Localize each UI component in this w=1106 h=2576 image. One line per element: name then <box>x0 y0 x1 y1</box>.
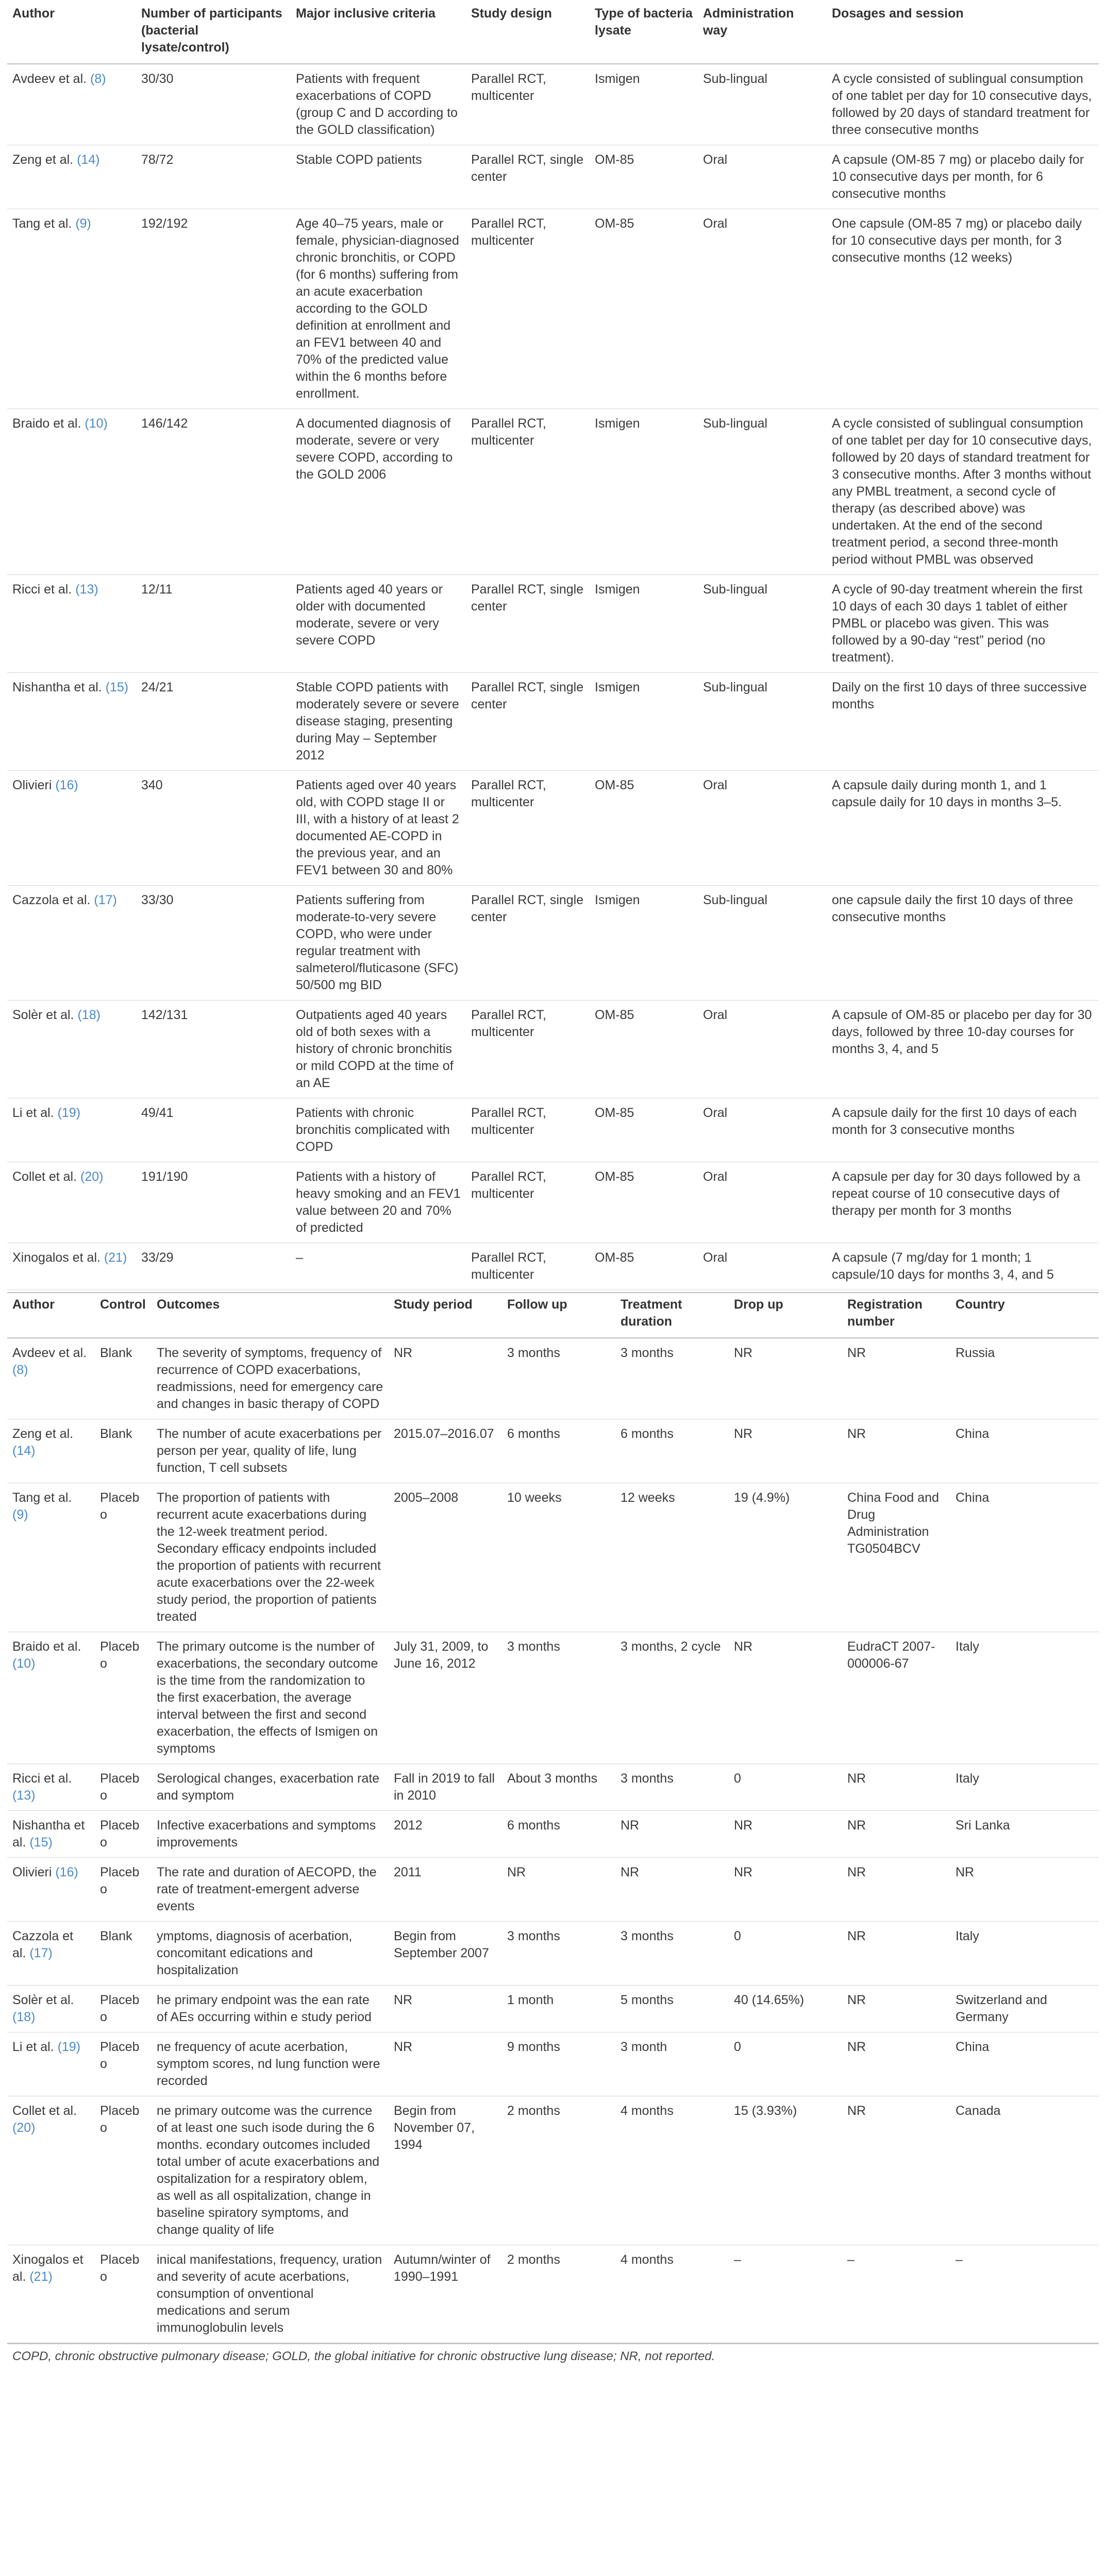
cell-participants: 191/190 <box>136 1162 291 1243</box>
author-name: Ricci et al. <box>12 1771 72 1786</box>
cell-outcomes: The severity of symptoms, frequency of recurrence of COPD exacerbations, readmissions, need for emergency care and changes in basic therapy of COPD <box>152 1338 389 1419</box>
cell-period: Begin from September 2007 <box>389 1922 502 1986</box>
cell-followup: 6 months <box>502 1811 615 1858</box>
cell-duration: 3 months <box>615 1338 729 1419</box>
cell-dropup: 40 (14.65%) <box>729 1986 842 2032</box>
author-name: Collet et al. <box>12 2104 77 2118</box>
cell-dropup: NR <box>729 1419 842 1483</box>
cell-control: Placebo <box>95 1632 152 1764</box>
cell-route: Sub-lingual <box>698 575 827 673</box>
cell-duration: 12 weeks <box>615 1483 729 1632</box>
cell-author <box>7 1162 136 1243</box>
reference-link[interactable]: (8) <box>90 72 106 86</box>
cell-participants: 33/30 <box>136 886 291 1001</box>
cell-route: Sub-lingual <box>698 673 827 771</box>
cell-registration: NR <box>842 2096 950 2245</box>
cell-followup: 2 months <box>502 2245 615 2343</box>
cell-period: Begin from November 07, 1994 <box>389 2096 502 2245</box>
cell-country: Canada <box>950 2096 1099 2245</box>
cell-design: Parallel RCT, multicenter <box>466 771 590 886</box>
cell-criteria: Patients aged 40 years or older with documented moderate, severe or very severe COPD <box>291 575 466 673</box>
col-header-outcomes: Outcomes <box>152 1293 389 1338</box>
cell-followup: 9 months <box>502 2032 615 2096</box>
cell-criteria: Patients suffering from moderate-to-very severe COPD, who were under regular treatment with salmeterol/fluticasone (SFC) 50/500 mg BID <box>291 886 466 1001</box>
cell-dosage: one capsule daily the first 10 days of three consecutive months <box>827 886 1099 1001</box>
cell-country: Italy <box>950 1632 1099 1764</box>
cell-route: Oral <box>698 1098 827 1162</box>
cell-country: China <box>950 1483 1099 1632</box>
author-name: Li et al. <box>12 2040 54 2054</box>
cell-participants: 12/11 <box>136 575 291 673</box>
cell-registration: NR <box>842 2032 950 2096</box>
cell-route: Oral <box>698 209 827 409</box>
cell-dosage: A capsule daily during month 1, and 1 capsule daily for 10 days in months 3–5. <box>827 771 1099 886</box>
reference-link[interactable]: (21) <box>29 2269 53 2284</box>
cell-author <box>7 886 136 1001</box>
cell-lysate: OM-85 <box>590 145 698 209</box>
col-header-dosage: Dosages and session <box>827 0 1099 64</box>
cell-author <box>7 209 136 409</box>
cell-outcomes: The proportion of patients with recurrent acute exacerbations during the 12-week treatment period. Secondary efficacy endpoints included the proportion of patients with recurrent acute exacerbations over the 22-week study period, the proportion of patients treated <box>152 1483 389 1632</box>
cell-dosage: Daily on the first 10 days of three successive months <box>827 673 1099 771</box>
cell-lysate: OM-85 <box>590 209 698 409</box>
cell-dropup: NR <box>729 1811 842 1858</box>
cell-criteria: Patients with a history of heavy smoking and an FEV1 value between 20 and 70% of predicted <box>291 1162 466 1243</box>
reference-link[interactable]: (18) <box>77 1008 100 1022</box>
author-name: Braido et al. <box>12 1639 81 1654</box>
cell-design: Parallel RCT, single center <box>466 145 590 209</box>
reference-link[interactable]: (10) <box>12 1656 36 1671</box>
col-header-control: Control <box>95 1293 152 1338</box>
author-name: Tang et al. <box>12 216 72 231</box>
cell-criteria: – <box>291 1243 466 1290</box>
cell-dosage: A capsule daily for the first 10 days of each month for 3 consecutive months <box>827 1098 1099 1162</box>
cell-duration: 4 months <box>615 2096 729 2245</box>
study-outcomes-table <box>7 1292 1099 2343</box>
author-name: Braido et al. <box>12 416 81 431</box>
cell-design: Parallel RCT, multicenter <box>466 1162 590 1243</box>
cell-outcomes: The rate and duration of AECOPD, the rate of treatment-emergent adverse events <box>152 1858 389 1922</box>
reference-link[interactable]: (15) <box>29 1835 53 1850</box>
col-header-criteria: Major inclusive criteria <box>291 0 466 64</box>
author-name: Cazzola et al. <box>12 893 91 907</box>
cell-period: NR <box>389 2032 502 2096</box>
table-row <box>7 1483 1099 1632</box>
table-row <box>7 209 1099 409</box>
cell-duration: 5 months <box>615 1986 729 2032</box>
cell-control: Blank <box>95 1419 152 1483</box>
cell-route: Sub-lingual <box>698 409 827 575</box>
cell-dropup: 19 (4.9%) <box>729 1483 842 1632</box>
cell-country: Sri Lanka <box>950 1811 1099 1858</box>
author-name: Nishantha et al. <box>12 680 102 694</box>
author-name: Avdeev et al. <box>12 1346 87 1360</box>
cell-dropup: 15 (3.93%) <box>729 2096 842 2245</box>
cell-registration: EudraCT 2007-000006-67 <box>842 1632 950 1764</box>
cell-outcomes: inical manifestations, frequency, uration and severity of acute acerbations, consumption of onventional medications and serum immunoglobulin levels <box>152 2245 389 2343</box>
cell-control: Placebo <box>95 2245 152 2343</box>
reference-link[interactable]: (14) <box>12 1444 36 1458</box>
cell-dosage: A cycle consisted of sublingual consumption of one tablet per day for 10 consecutive days, followed by 20 days of standard treatment for 3 consecutive months. After 3 months without any PMBL treatment, a second cycle of therapy (as described above) was undertaken. At the end of the second treatment period, a second three-month period without PMBL was observed <box>827 409 1099 575</box>
table-row <box>7 1811 1099 1858</box>
author-name: Tang et al. <box>12 1490 72 1505</box>
cell-dosage: A capsule per day for 30 days followed by a repeat course of 10 consecutive days of therapy per month for 3 months <box>827 1162 1099 1243</box>
reference-link[interactable]: (10) <box>85 416 108 431</box>
col-header-period: Study period <box>389 1293 502 1338</box>
cell-followup: About 3 months <box>502 1764 615 1811</box>
cell-author <box>7 1338 95 1419</box>
cell-dropup: NR <box>729 1632 842 1764</box>
cell-country: China <box>950 2032 1099 2096</box>
cell-design: Parallel RCT, single center <box>466 886 590 1001</box>
table-row <box>7 2096 1099 2245</box>
cell-design: Parallel RCT, multicenter <box>466 64 590 145</box>
cell-author <box>7 1419 95 1483</box>
cell-criteria: Patients with frequent exacerbations of COPD (group C and D according to the GOLD classification) <box>291 64 466 145</box>
cell-country: Russia <box>950 1338 1099 1419</box>
cell-country: Switzerland and Germany <box>950 1986 1099 2032</box>
cell-country: China <box>950 1419 1099 1483</box>
table-row <box>7 575 1099 673</box>
author-name: Nishantha et al. <box>12 1818 85 1850</box>
cell-lysate: OM-85 <box>590 1098 698 1162</box>
cell-control: Placebo <box>95 1858 152 1922</box>
col-header-registration: Registration number <box>842 1293 950 1338</box>
table-row <box>7 1098 1099 1162</box>
cell-registration: NR <box>842 1338 950 1419</box>
cell-dosage: A capsule (7 mg/day for 1 month; 1 capsule/10 days for months 3, 4, and 5 <box>827 1243 1099 1290</box>
col-header-country: Country <box>950 1293 1099 1338</box>
cell-dosage: One capsule (OM-85 7 mg) or placebo daily for 10 consecutive days per month, for 3 consecutive months (12 weeks) <box>827 209 1099 409</box>
cell-design: Parallel RCT, single center <box>466 575 590 673</box>
table-row <box>7 1632 1099 1764</box>
author-name: Zeng et al. <box>12 1427 74 1441</box>
cell-participants: 192/192 <box>136 209 291 409</box>
cell-dosage: A capsule (OM-85 7 mg) or placebo daily for 10 consecutive days per month, for 6 consecutive months <box>827 145 1099 209</box>
cell-followup: 3 months <box>502 1338 615 1419</box>
cell-author <box>7 771 136 886</box>
cell-route: Oral <box>698 1162 827 1243</box>
cell-followup: 6 months <box>502 1419 615 1483</box>
cell-author <box>7 1243 136 1290</box>
cell-dropup: – <box>729 2245 842 2343</box>
cell-route: Sub-lingual <box>698 64 827 145</box>
reference-link[interactable]: (13) <box>75 582 98 597</box>
reference-link[interactable]: (14) <box>77 152 100 167</box>
cell-participants: 146/142 <box>136 409 291 575</box>
cell-control: Placebo <box>95 1811 152 1858</box>
cell-dosage: A cycle consisted of sublingual consumption of one tablet per day for 10 consecutive days, followed by 20 days of standard treatment for three consecutive months <box>827 64 1099 145</box>
table-header-row <box>7 1293 1099 1338</box>
cell-period: July 31, 2009, to June 16, 2012 <box>389 1632 502 1764</box>
cell-author <box>7 1098 136 1162</box>
cell-design: Parallel RCT, multicenter <box>466 1001 590 1098</box>
cell-control: Blank <box>95 1338 152 1419</box>
cell-author <box>7 1986 95 2032</box>
cell-route: Oral <box>698 145 827 209</box>
author-name: Xinogalos et al. <box>12 2252 83 2284</box>
col-header-author: Author <box>7 1293 95 1338</box>
cell-author <box>7 2032 95 2096</box>
cell-duration: NR <box>615 1811 729 1858</box>
col-header-participants: Number of participants (bacterial lysate/control) <box>136 0 291 64</box>
reference-link[interactable]: (17) <box>94 893 117 907</box>
table-footnote: COPD, chronic obstructive pulmonary disease; GOLD, the global initiative for chronic obstructive lung disease; NR, not reported. <box>7 2343 1099 2365</box>
cell-control: Blank <box>95 1922 152 1986</box>
cell-period: Autumn/winter of 1990–1991 <box>389 2245 502 2343</box>
author-name: Cazzola et al. <box>12 1929 74 1960</box>
reference-link[interactable]: (19) <box>57 2040 81 2054</box>
cell-route: Oral <box>698 1001 827 1098</box>
cell-route: Oral <box>698 1243 827 1290</box>
cell-criteria: Stable COPD patients with moderately severe or severe disease staging, presenting during May – September 2012 <box>291 673 466 771</box>
cell-followup: 2 months <box>502 2096 615 2245</box>
table-row <box>7 886 1099 1001</box>
cell-criteria: Age 40–75 years, male or female, physician-diagnosed chronic bronchitis, or COPD (for 6 months) suffering from an acute exacerbation according to the GOLD definition at enrollment and an FEV1 between 40 and 70% of the predicted value within the 6 months before enrollment. <box>291 209 466 409</box>
cell-dropup: 0 <box>729 1764 842 1811</box>
cell-lysate: OM-85 <box>590 771 698 886</box>
table-row <box>7 64 1099 145</box>
author-name: Solèr et al. <box>12 1993 74 2007</box>
reference-link[interactable]: (9) <box>75 216 91 231</box>
reference-link[interactable]: (15) <box>105 680 129 694</box>
cell-followup: NR <box>502 1858 615 1922</box>
author-name: Li et al. <box>12 1106 54 1120</box>
cell-registration: – <box>842 2245 950 2343</box>
cell-author <box>7 1764 95 1811</box>
col-header-duration: Treatment duration <box>615 1293 729 1338</box>
cell-country: Italy <box>950 1922 1099 1986</box>
reference-link[interactable]: (17) <box>29 1946 53 1960</box>
cell-participants: 142/131 <box>136 1001 291 1098</box>
cell-author <box>7 1632 95 1764</box>
cell-author <box>7 1483 95 1632</box>
cell-period: NR <box>389 1338 502 1419</box>
cell-design: Parallel RCT, multicenter <box>466 409 590 575</box>
cell-duration: 3 months <box>615 1764 729 1811</box>
cell-outcomes: he primary endpoint was the ean rate of AEs occurring within e study period <box>152 1986 389 2032</box>
cell-registration: NR <box>842 1922 950 1986</box>
author-name: Solèr et al. <box>12 1008 74 1022</box>
cell-author <box>7 145 136 209</box>
cell-design: Parallel RCT, multicenter <box>466 1098 590 1162</box>
cell-criteria: Patients with chronic bronchitis complicated with COPD <box>291 1098 466 1162</box>
cell-country: – <box>950 2245 1099 2343</box>
cell-control: Placebo <box>95 1483 152 1632</box>
cell-followup: 3 months <box>502 1632 615 1764</box>
reference-link[interactable]: (16) <box>55 1865 78 1879</box>
table-row <box>7 1162 1099 1243</box>
cell-design: Parallel RCT, multicenter <box>466 1243 590 1290</box>
reference-link[interactable]: (19) <box>57 1106 81 1120</box>
cell-author <box>7 1922 95 1986</box>
cell-author <box>7 64 136 145</box>
cell-lysate: OM-85 <box>590 1001 698 1098</box>
cell-control: Placebo <box>95 2096 152 2245</box>
table-row <box>7 2245 1099 2343</box>
reference-link[interactable]: (16) <box>55 778 78 792</box>
cell-author <box>7 1001 136 1098</box>
cell-period: 2015.07–2016.07 <box>389 1419 502 1483</box>
cell-control: Placebo <box>95 1986 152 2032</box>
table-row <box>7 1243 1099 1290</box>
table-header-row <box>7 0 1099 64</box>
cell-participants: 24/21 <box>136 673 291 771</box>
cell-author <box>7 1811 95 1858</box>
cell-dosage: A capsule of OM-85 or placebo per day for 30 days, followed by three 10-day courses for months 3, 4, and 5 <box>827 1001 1099 1098</box>
cell-author <box>7 2245 95 2343</box>
cell-lysate: OM-85 <box>590 1162 698 1243</box>
col-header-followup: Follow up <box>502 1293 615 1338</box>
cell-dropup: NR <box>729 1338 842 1419</box>
col-header-author: Author <box>7 0 136 64</box>
col-header-dropup: Drop up <box>729 1293 842 1338</box>
cell-lysate: Ismigen <box>590 886 698 1001</box>
cell-country: NR <box>950 1858 1099 1922</box>
cell-participants: 340 <box>136 771 291 886</box>
cell-author <box>7 575 136 673</box>
cell-registration: China Food and Drug Administration TG0504BCV <box>842 1483 950 1632</box>
cell-outcomes: ne frequency of acute acerbation, symptom scores, nd lung function were recorded <box>152 2032 389 2096</box>
reference-link[interactable]: (21) <box>104 1250 127 1265</box>
study-characteristics-table <box>7 0 1099 1290</box>
cell-lysate: Ismigen <box>590 673 698 771</box>
cell-criteria: A documented diagnosis of moderate, severe or very severe COPD, according to the GOLD 2006 <box>291 409 466 575</box>
table-row <box>7 145 1099 209</box>
cell-participants: 49/41 <box>136 1098 291 1162</box>
table-row <box>7 1858 1099 1922</box>
table-row <box>7 2032 1099 2096</box>
table-row <box>7 1764 1099 1811</box>
col-header-design: Study design <box>466 0 590 64</box>
cell-country: Italy <box>950 1764 1099 1811</box>
cell-period: 2011 <box>389 1858 502 1922</box>
cell-duration: 3 months <box>615 1922 729 1986</box>
table-row <box>7 409 1099 575</box>
cell-duration: 6 months <box>615 1419 729 1483</box>
reference-link[interactable]: (13) <box>12 1788 36 1803</box>
reference-link[interactable]: (9) <box>12 1507 28 1522</box>
cell-author <box>7 409 136 575</box>
author-name: Zeng et al. <box>12 152 74 167</box>
reference-link[interactable]: (20) <box>12 2121 36 2135</box>
cell-lysate: Ismigen <box>590 575 698 673</box>
cell-period: 2005–2008 <box>389 1483 502 1632</box>
cell-lysate: Ismigen <box>590 64 698 145</box>
cell-outcomes: The number of acute exacerbations per person per year, quality of life, lung function, T cell subsets <box>152 1419 389 1483</box>
cell-author <box>7 2096 95 2245</box>
cell-dropup: 0 <box>729 1922 842 1986</box>
cell-design: Parallel RCT, single center <box>466 673 590 771</box>
cell-period: Fall in 2019 to fall in 2010 <box>389 1764 502 1811</box>
cell-registration: NR <box>842 1419 950 1483</box>
cell-registration: NR <box>842 1811 950 1858</box>
cell-participants: 78/72 <box>136 145 291 209</box>
table-row <box>7 1986 1099 2032</box>
cell-period: NR <box>389 1986 502 2032</box>
cell-author <box>7 1858 95 1922</box>
cell-followup: 1 month <box>502 1986 615 2032</box>
cell-author <box>7 673 136 771</box>
cell-outcomes: The primary outcome is the number of exacerbations, the secondary outcome is the time from the randomization to the first exacerbation, the average interval between the first and second exacerbation, the effects of Ismigen on symptoms <box>152 1632 389 1764</box>
cell-dropup: 0 <box>729 2032 842 2096</box>
cell-participants: 33/29 <box>136 1243 291 1290</box>
cell-criteria: Patients aged over 40 years old, with COPD stage II or III, with a history of at least 2 documented AE-COPD in the previous year, and an FEV1 between 30 and 80% <box>291 771 466 886</box>
cell-dosage: A cycle of 90-day treatment wherein the first 10 days of each 30 days 1 tablet of either PMBL or placebo was given. This was followed by a 90-day “rest” period (no treatment). <box>827 575 1099 673</box>
cell-criteria: Stable COPD patients <box>291 145 466 209</box>
cell-outcomes: Serological changes, exacerbation rate and symptom <box>152 1764 389 1811</box>
cell-duration: 3 month <box>615 2032 729 2096</box>
cell-control: Placebo <box>95 2032 152 2096</box>
cell-route: Sub-lingual <box>698 886 827 1001</box>
cell-followup: 3 months <box>502 1922 615 1986</box>
author-name: Ricci et al. <box>12 582 72 597</box>
cell-registration: NR <box>842 1858 950 1922</box>
table-row <box>7 673 1099 771</box>
cell-duration: 3 months, 2 cycle <box>615 1632 729 1764</box>
cell-outcomes: ymptoms, diagnosis of acerbation, concomitant edications and hospitalization <box>152 1922 389 1986</box>
cell-participants: 30/30 <box>136 64 291 145</box>
reference-link[interactable]: (8) <box>12 1363 28 1377</box>
author-name: Olivieri <box>12 1865 52 1879</box>
table-row <box>7 1419 1099 1483</box>
table-row <box>7 771 1099 886</box>
table-row <box>7 1001 1099 1098</box>
author-name: Olivieri <box>12 778 52 792</box>
cell-control: Placebo <box>95 1764 152 1811</box>
cell-design: Parallel RCT, multicenter <box>466 209 590 409</box>
reference-link[interactable]: (18) <box>12 2010 36 2024</box>
cell-route: Oral <box>698 771 827 886</box>
col-header-lysate: Type of bacteria lysate <box>590 0 698 64</box>
cell-duration: 4 months <box>615 2245 729 2343</box>
cell-followup: 10 weeks <box>502 1483 615 1632</box>
cell-criteria: Outpatients aged 40 years old of both sexes with a history of chronic bronchitis or mild COPD at the time of an AE <box>291 1001 466 1098</box>
cell-outcomes: Infective exacerbations and symptoms improvements <box>152 1811 389 1858</box>
author-name: Avdeev et al. <box>12 72 87 86</box>
cell-registration: NR <box>842 1764 950 1811</box>
table-row <box>7 1338 1099 1419</box>
cell-period: 2012 <box>389 1811 502 1858</box>
author-name: Collet et al. <box>12 1170 77 1184</box>
col-header-route: Administration way <box>698 0 827 64</box>
cell-dropup: NR <box>729 1858 842 1922</box>
cell-lysate: OM-85 <box>590 1243 698 1290</box>
cell-lysate: Ismigen <box>590 409 698 575</box>
reference-link[interactable]: (20) <box>80 1170 104 1184</box>
cell-registration: NR <box>842 1986 950 2032</box>
cell-outcomes: ne primary outcome was the currence of at least one such isode during the 6 months. econdary outcomes included total umber of acute exacerbations and ospitalization for a respiratory oblem, as well as all ospitalization, change in baseline spiratory symptoms, and change quality of life <box>152 2096 389 2245</box>
cell-duration: NR <box>615 1858 729 1922</box>
table-row <box>7 1922 1099 1986</box>
author-name: Xinogalos et al. <box>12 1250 100 1265</box>
